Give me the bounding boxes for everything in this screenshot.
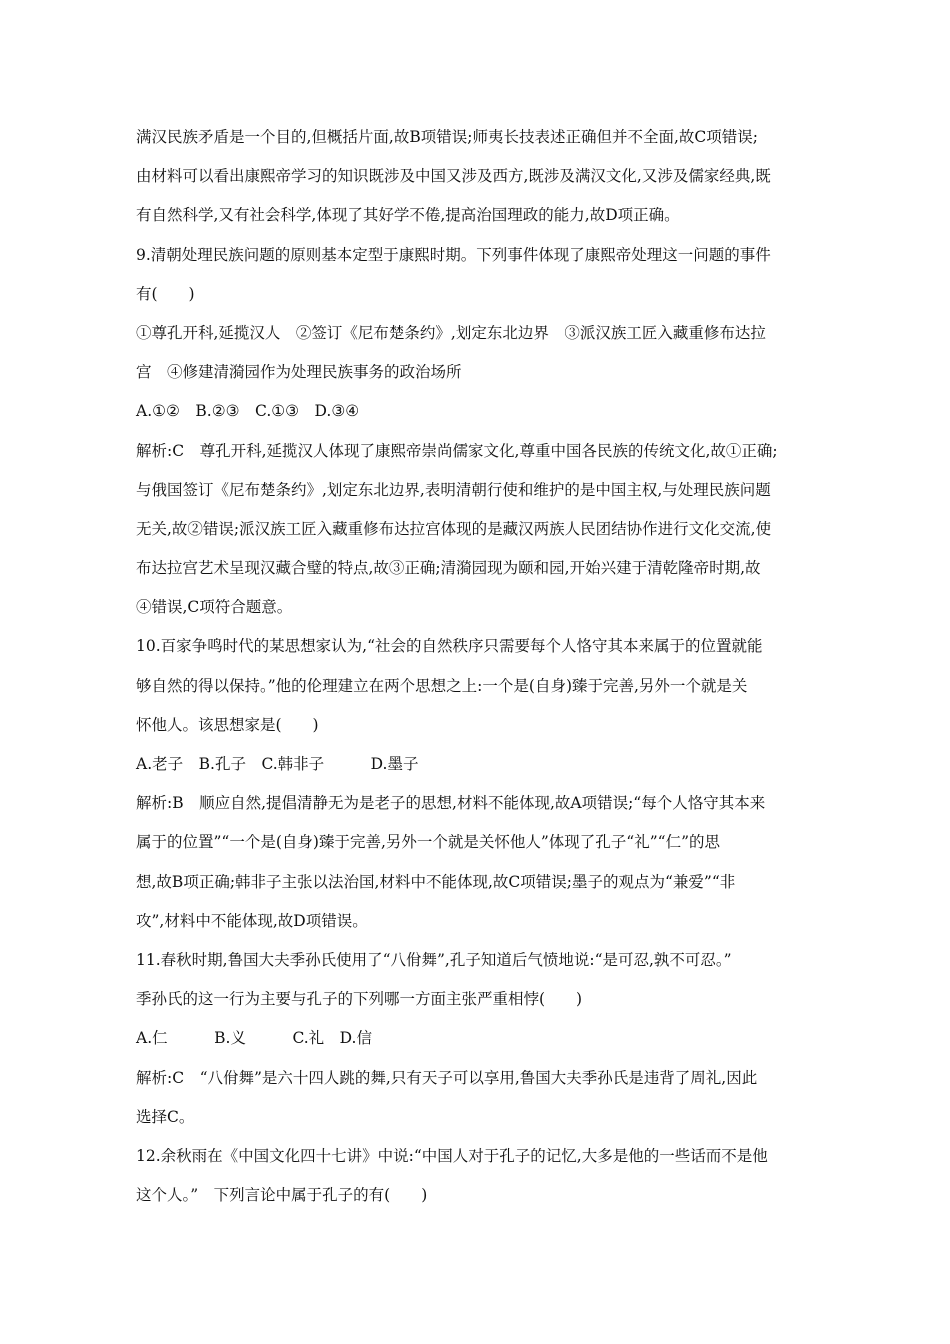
- question-10-stem: 10.百家争鸣时代的某思想家认为,“社会的自然秩序只需要每个人恪守其本来属于的位置就能: [136, 637, 763, 656]
- question-10-stem-end: 怀他人。该思想家是( ): [136, 715, 319, 734]
- question-10-analysis: 属于的位置”“一个是(自身)臻于完善,另外一个就是关怀他人”体现了孔子“礼”“仁”的思: [136, 833, 720, 852]
- question-11-analysis: 解析:C “八佾舞”是六十四人跳的舞,只有天子可以享用,鲁国大夫季孙氏是违背了周礼,因此: [136, 1068, 758, 1087]
- question-12-stem-end: 这个人。” 下列言论中属于孔子的有( ): [136, 1186, 428, 1205]
- question-9-stem: 9.清朝处理民族问题的原则基本定型于康熙时期。下列事件体现了康熙帝处理这一问题的事件: [136, 245, 771, 264]
- question-9-items: 宫 ④修建清漪园作为处理民族事务的政治场所: [136, 363, 462, 382]
- question-10-options: A.老子 B.孔子 C.韩非子 D.墨子: [136, 755, 419, 773]
- question-9-analysis: 布达拉宫艺术呈现汉藏合璧的特点,故③正确;清漪园现为颐和园,开始兴建于清乾隆帝时期,故: [136, 559, 761, 578]
- question-9-analysis: 与俄国签订《尼布楚条约》,划定东北边界,表明清朝行使和维护的是中国主权,与处理民族问题: [136, 480, 771, 499]
- question-11-stem: 11.春秋时期,鲁国大夫季孙氏使用了“八佾舞”,孔子知道后气愤地说:“是可忍,孰不可忍。”: [136, 950, 732, 969]
- question-11-options: A.仁 B.义 C.礼 D.信: [136, 1029, 372, 1048]
- question-10-analysis: 攻”,材料中不能体现,故D项错误。: [136, 911, 368, 930]
- document-page: [136, 118, 840, 1215]
- text-line: 有自然科学,又有社会科学,体现了其好学不倦,提高治国理政的能力,故D项正确。: [136, 206, 680, 225]
- question-10-analysis: 解析:B 顺应自然,提倡清静无为是老子的思想,材料不能体现,故A项错误;“每个人恪守其本来: [136, 794, 766, 813]
- text-line: 由材料可以看出康熙帝学习的知识既涉及中国又涉及西方,既涉及满汉文化,又涉及儒家经典,既: [136, 167, 771, 186]
- question-9-options: A.①② B.②③ C.①③ D.③④: [136, 402, 360, 421]
- question-9-analysis: ④错误,C项符合题意。: [136, 598, 293, 617]
- question-12-stem: 12.余秋雨在《中国文化四十七讲》中说:“中国人对于孔子的记忆,大多是他的一些话而不是他: [136, 1146, 768, 1165]
- question-10-analysis: 想,故B项正确;韩非子主张以法治国,材料中不能体现,故C项错误;墨子的观点为“兼爱”“非: [136, 872, 736, 891]
- question-11-analysis: 选择C。: [136, 1107, 195, 1126]
- question-9-items: ①尊孔开科,延揽汉人 ②签订《尼布楚条约》,划定东北边界 ③派汉族工匠入藏重修布达拉: [136, 323, 766, 342]
- question-11-stem-end: 季孙氏的这一行为主要与孔子的下列哪一方面主张严重相悖( ): [136, 990, 583, 1009]
- question-9-stem-end: 有( ): [136, 284, 195, 303]
- question-9-analysis: 无关,故②错误;派汉族工匠入藏重修布达拉宫体现的是藏汉两族人民团结协作进行文化交流,使: [136, 519, 772, 538]
- question-9-analysis: 解析:C 尊孔开科,延揽汉人体现了康熙帝崇尚儒家文化,尊重中国各民族的传统文化,故①正确;: [136, 441, 778, 460]
- text-line: 满汉民族矛盾是一个目的,但概括片面,故B项错误;师夷长技表述正确但并不全面,故C项错误;: [136, 128, 758, 146]
- question-10-stem: 够自然的得以保持。”他的伦理建立在两个思想之上:一个是(自身)臻于完善,另外一个就是关: [136, 676, 748, 695]
